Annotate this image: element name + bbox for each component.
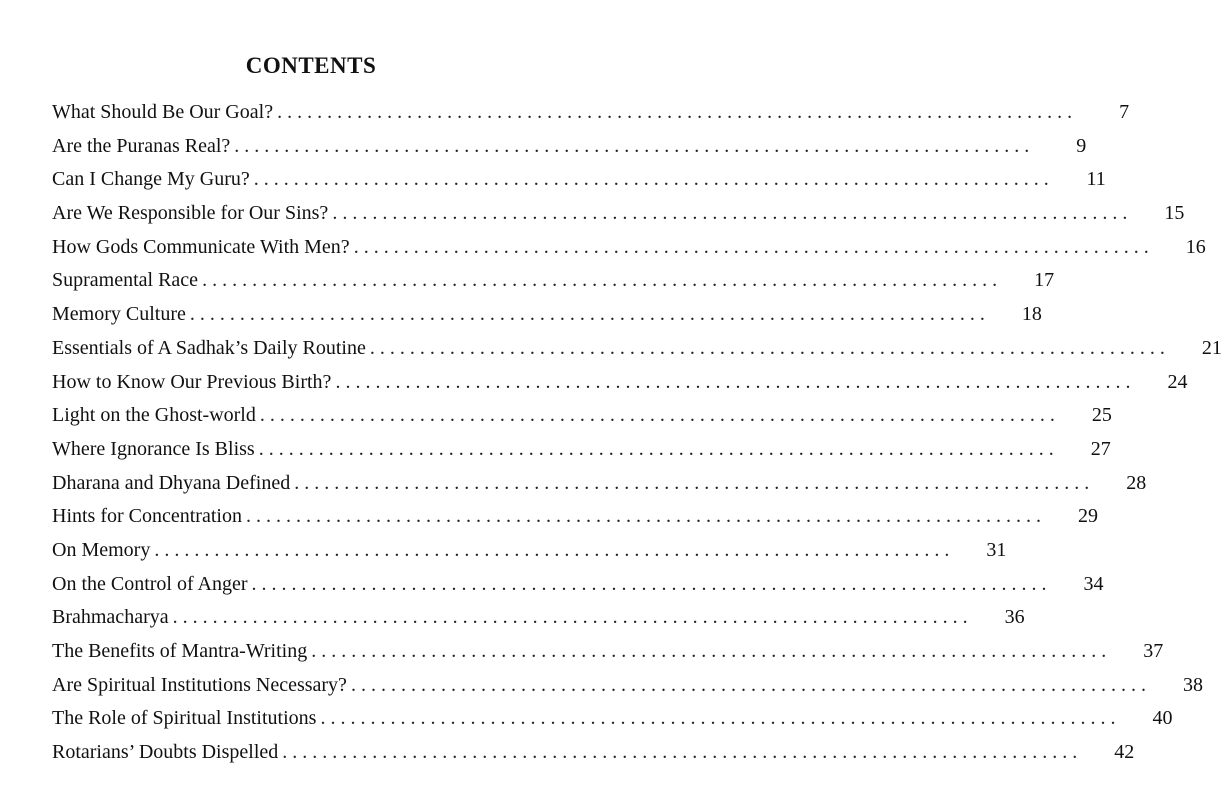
toc-entry-title: Where Ignorance Is Bliss (52, 437, 255, 460)
toc-entry-page: 11 (1086, 168, 1106, 191)
toc-entry-title: On the Control of Anger (52, 572, 248, 595)
toc-entry-title: Can I Change My Guru? (52, 168, 250, 191)
toc-entry-title: Hints for Concentration (52, 505, 242, 528)
toc-entry (52, 741, 1135, 775)
toc-entry-page: 9 (1076, 134, 1087, 157)
toc-entry (52, 269, 1055, 303)
toc-entry (52, 606, 1025, 640)
toc-entry-title: Dharana and Dhyana Defined (52, 471, 291, 494)
toc-entry-title: Light on the Ghost-world (52, 404, 256, 427)
toc-entry-title: The Benefits of Mantra-Writing (52, 640, 308, 662)
dot-leader: ................................................................................ (202, 269, 1003, 292)
toc-entry (52, 572, 1104, 607)
dot-leader: ................................................................................ (253, 168, 1054, 191)
toc-entry (52, 303, 1042, 337)
toc-entry-title: Essentials of A Sadhak’s Daily Routine (52, 336, 366, 359)
toc-entry-page: 28 (1126, 471, 1147, 494)
toc-entry-title: Are Spiritual Institutions Necessary? (52, 673, 347, 696)
toc-entry (52, 505, 1098, 539)
toc-entry-page: 36 (1004, 606, 1025, 629)
toc-entry (52, 640, 1164, 674)
toc-entry (52, 235, 1206, 270)
dot-leader: ................................................................................ (172, 606, 973, 629)
dot-leader: ................................................................................ (350, 673, 1151, 696)
dot-leader: ................................................................................ (258, 437, 1059, 460)
dot-leader: ................................................................................ (320, 707, 1121, 730)
toc-entry (52, 101, 1130, 135)
toc-entry-page: 24 (1167, 370, 1188, 393)
toc-entry-title: The Role of Spiritual Institutions (52, 707, 317, 730)
page-title: CONTENTS (245, 53, 377, 78)
toc-entry-page: 31 (986, 538, 1007, 561)
dot-leader: ................................................................................ (311, 640, 1112, 662)
dot-leader: ................................................................................ (154, 538, 955, 561)
toc-entry (52, 168, 1106, 202)
toc-entry-page: 17 (1034, 269, 1055, 292)
toc-entry-page: 18 (1021, 303, 1042, 326)
dot-leader: ................................................................................ (369, 336, 1170, 359)
toc-entry (52, 134, 1087, 169)
toc-entry-title: What Should Be Our Goal? (52, 101, 274, 123)
toc-entry-title: On Memory (52, 538, 151, 561)
toc-entry-page: 15 (1164, 202, 1185, 225)
toc-entry-page: 38 (1182, 673, 1203, 696)
toc-entry (52, 404, 1112, 438)
dot-leader: ................................................................................ (251, 572, 1052, 595)
toc-entry-page: 7 (1119, 101, 1130, 123)
toc-entry (52, 437, 1111, 472)
toc-entry-title: Rotarians’ Doubts Dispelled (52, 741, 279, 764)
toc-entry-title: Are We Responsible for Our Sins? (52, 202, 329, 225)
toc-entry (52, 673, 1203, 708)
toc-entry-title: How to Know Our Previous Birth? (52, 370, 332, 393)
table-of-contents (52, 101, 1222, 775)
toc-entry-page: 21 (1201, 336, 1222, 359)
toc-entry-page: 40 (1152, 707, 1173, 730)
toc-entry (52, 202, 1185, 236)
toc-entry-page: 37 (1143, 640, 1164, 662)
dot-leader: ................................................................................ (277, 101, 1078, 123)
toc-entry-page: 16 (1185, 235, 1206, 258)
dot-leader: ................................................................................ (353, 235, 1154, 258)
dot-leader: ................................................................................ (259, 404, 1060, 427)
toc-entry-title: Memory Culture (52, 303, 186, 326)
toc-entry-title: Are the Puranas Real? (52, 134, 231, 157)
toc-entry-title: Brahmacharya (52, 606, 169, 629)
toc-entry (52, 336, 1222, 371)
toc-entry-page: 25 (1091, 404, 1112, 427)
dot-leader: ................................................................................ (294, 471, 1095, 494)
dot-leader: ................................................................................ (335, 370, 1136, 393)
toc-entry-page: 34 (1083, 572, 1104, 595)
toc-entry (52, 471, 1147, 506)
toc-entry-page: 27 (1090, 437, 1111, 460)
dot-leader: ................................................................................ (234, 134, 1035, 157)
dot-leader: ................................................................................ (189, 303, 990, 326)
toc-entry (52, 538, 1007, 573)
dot-leader: ................................................................................ (245, 505, 1046, 528)
toc-entry (52, 370, 1188, 405)
toc-entry-title: Supramental Race (52, 269, 199, 292)
toc-entry-page: 42 (1114, 741, 1135, 764)
dot-leader: ................................................................................ (332, 202, 1133, 225)
toc-entry-page: 29 (1077, 505, 1098, 528)
dot-leader: ................................................................................ (282, 741, 1083, 764)
toc-entry-title: How Gods Communicate With Men? (52, 235, 350, 258)
toc-entry (52, 707, 1173, 741)
